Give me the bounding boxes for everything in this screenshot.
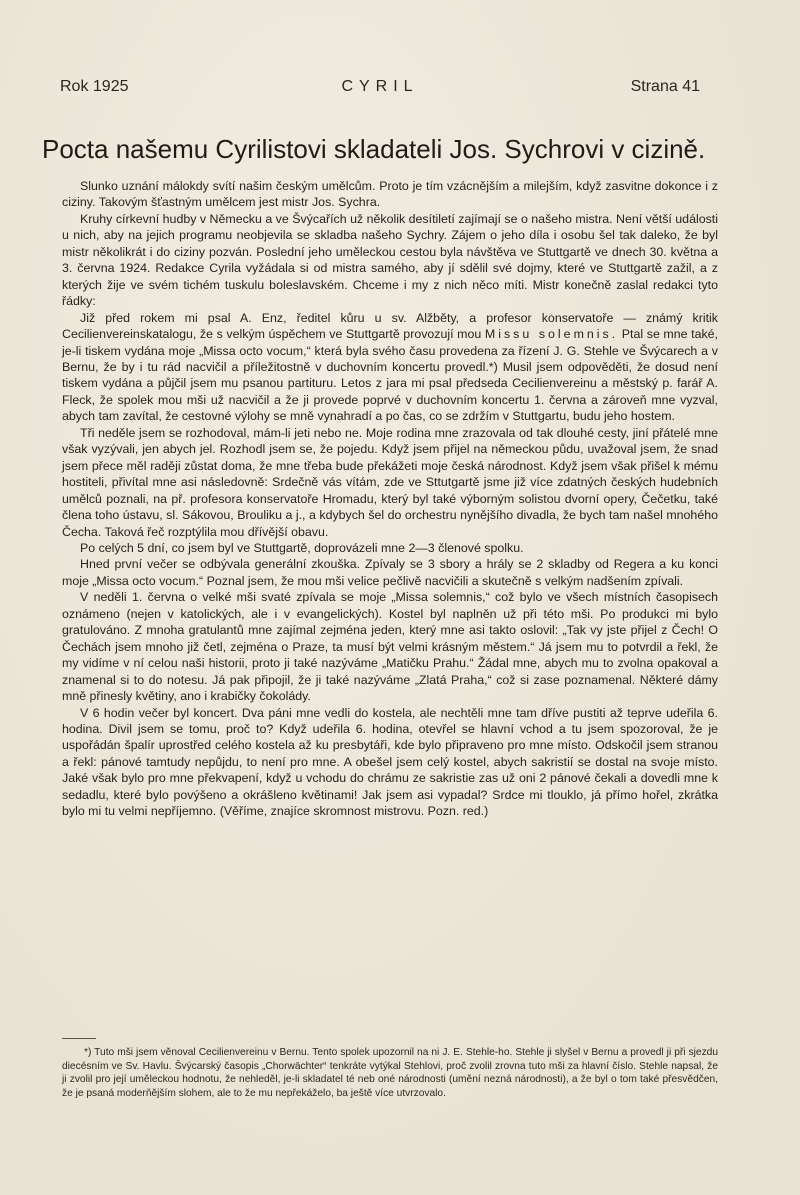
paragraph-2: Kruhy církevní hudby v Německu a ve Švýcařích už několik desítiletí zajímají se o našeho mistra. Není větší události u nich, aby na jejich programu neobjevila se skladba našeho Sychry. Zájem o jeho díla i osobu šel tak daleko, že byl mistr několikrát i do ciziny pozván. Poslední jeho uměleckou cestou byla návštěva ve Stuttgartě ve dnech 30. května a 3. června 1924. Redakce Cyrila vyžádala si od mistra samého, aby jí sdělil své dojmy, které ve Stuttgartě zažil, a z kterých žije ve svém tichém tuskulu boleslavském. Chceme i my z nich něco míti. Mistr konečně zaslal redakci tyto řádky: <box>62 211 718 309</box>
header-journal: CYRIL <box>341 78 419 95</box>
footnote <box>62 1046 718 1100</box>
header-page-number: Strana 41 <box>630 78 700 95</box>
paragraph-4: Tři neděle jsem se rozhodoval, mám-li jeti nebo ne. Moje rodina mne zrazovala od tak dlouhé cesty, jiní přátelé mne však vyzývali, jen abych jel. Rozhodl jsem se, že pojedu. Když jsem přijel na německou půdu, uvažoval jsem, že snad jsem přece měl raději zůstat doma, že mne třeba bude překážeti moje česká národnost. Když jsem však přišel k mému hostiteli, přivítal mne asi následovně: Srdečně vás vítám, zde ve Sttutgartě jsme již více zdatných českých hudebních umělců poznali, na př. profesora konservatoře Hromadu, který byl také výborným solistou dvorní opery, Čečetku, také člena toho ústavu, sl. Sákovou, Brouliku a j., a kdybych šel do orchestru nynějšího divadla, že bych tam našel mnohého Čecha. Taková řeč rozptýlila mou dřívější obavu. <box>62 425 718 539</box>
page-header <box>60 78 700 100</box>
paragraph-3 <box>62 310 718 425</box>
footnote-divider <box>62 1038 96 1039</box>
article-body <box>62 178 718 820</box>
paragraph-5: Po celých 5 dní, co jsem byl ve Stuttgartě, doprovázeli mne 2—3 členové spolku. <box>80 540 524 555</box>
paragraph-1: Slunko uznání málokdy svítí našim českým umělcům. Proto je tím vzácnějším a milejším, když zasvitne dokonce i z ciziny. Takovým šťastným umělcem jest mistr Jos. Sychra. <box>62 179 718 210</box>
footnote-text: *) Tuto mši jsem věnoval Cecilienvereinu v Bernu. Tento spolek upozornil na ni J. E. Stehle-ho. Stehle ji slyšel v Bernu a provedl ji při sjezdu diecésním ve Sv. Havlu. Švýcarský časopis „Chorwächter“ tenkráte vytýkal Stehlovi, proč zvolil zrovna tuto mši za hlavní číslo. Stehle napsal, že ji zvolil pro její uměleckou hodnotu, že nehleděl, je-li skladatel té neb oné národnosti (umění nezná národnosti), a že byl o tom také přesvědčen, že je psaná moderňějším slohem, ale to že mu nepřekáželo, ba ještě více utvrzovalo. <box>62 1047 718 1099</box>
paragraph-8: V 6 hodin večer byl koncert. Dva páni mne vedli do kostela, ale nechtěli mne tam dříve pustiti až teprve udeřila 6. hodina. Divil jsem se tomu, proč to? Když udeřila 6. hodina, otevřel se hlavní vchod a tu jsem spozoroval, že je uspořádán špalír uprostřed celého kostela až ku presbytáři, kde bylo připraveno pro mne místo. Odskočil jsem stranou a řekl: pánové tamtudy nepůjdu, to není pro mne. A obešel jsem celý kostel, abych sakristií se dostal na svoje místo. Jaké však bylo pro mne překvapení, když u vchodu do chrámu ze sakristie zas už oni 2 pánové čekali a dovedli mne k sedadlu, které bylo povýšeno a okrášleno květinami! Jak jsem asi vypadal? Srdce mi tlouklo, já přímo hořel, zkrátka bylo mi tu velmi nepříjemno. (Věříme, znajíce skromnost mistrovu. Pozn. red.) <box>62 705 718 819</box>
paragraph-7: V neděli 1. června o velké mši svaté zpívala se moje „Missa solemnis,“ což bylo ve všech místních časopisech oznámeno (nejen v katolických, ale i v evangelických). Kostel byl naplněn už při této mši. Po produkci mi bylo gratulováno. Z mnoha gratulantů mne zajímal zejména jeden, který mne asi takto oslovil: „Tak vy jste přijel z Čech! O Čechách jsem mnoho již četl, zejména o Praze, ta musí být velmi krásným městem.“ Já jsem mu to potvrdil a řekl, že my vidíme v ní celou naši historii, proto ji také nazýváme „Matičku Prahu.“ Žádal mne, abych mu to zvolna opakoval a znamenal si to do notesu. Já pak připojil, že ji také nazýváme „Zlatá Praha,“ což si zase poznamenal. Některé dámy mně přinesly květiny, ano i krabičky čokolády. <box>62 590 718 704</box>
missa-solemnis-emphasis: Missu solemnis. <box>484 327 619 342</box>
header-year: Rok 1925 <box>60 78 129 95</box>
paragraph-6: Hned první večer se odbývala generální zkouška. Zpívaly se 3 sbory a hrály se 2 skladby od Regera a ku konci moje „Missa octo vocum.“ Poznal jsem, že mou mši velice pečlivě nacvičili a skutečně s velkým nadšením zpívali. <box>62 557 718 588</box>
article-title: Pocta našemu Cyrilistovi skladateli Jos. Sychrovi v cizině. <box>42 134 706 164</box>
paragraph-3-continued: Ptal se mne také, je-li tiskem vydána moje „Missa octo vocum,“ která byla svého času provedena za řízení J. G. Stehle ve Švýcarech a v Bernu, že by i tu rád nacvičil a příležitostně v duchovním koncertu provedl.*) Musil jsem odpověděti, že dosud není tiskem vydána a půjčil jsem mu psanou partituru. Letos z jara mi psal předseda Cecilienvereinu a městský p. farář A. Fleck, že spolek mou mši už nacvičil a že ji provede poprvé v duchovním koncertu 1. června a zároveň mne vyzval, abych tam zavítal, že cestovné výlohy se mně vynahradí a po čas, co se zdržím v Stuttgartu, budu jeho hostem. <box>62 327 718 424</box>
paragraph-3-text: Již před rokem mi psal A. Enz, ředitel kůru u sv. Alžběty, a profesor konservatoře — známý kritik Cecilienvereinskatalogu, že s velkým úspěchem ve Stuttgartě provozují mou <box>62 310 718 342</box>
